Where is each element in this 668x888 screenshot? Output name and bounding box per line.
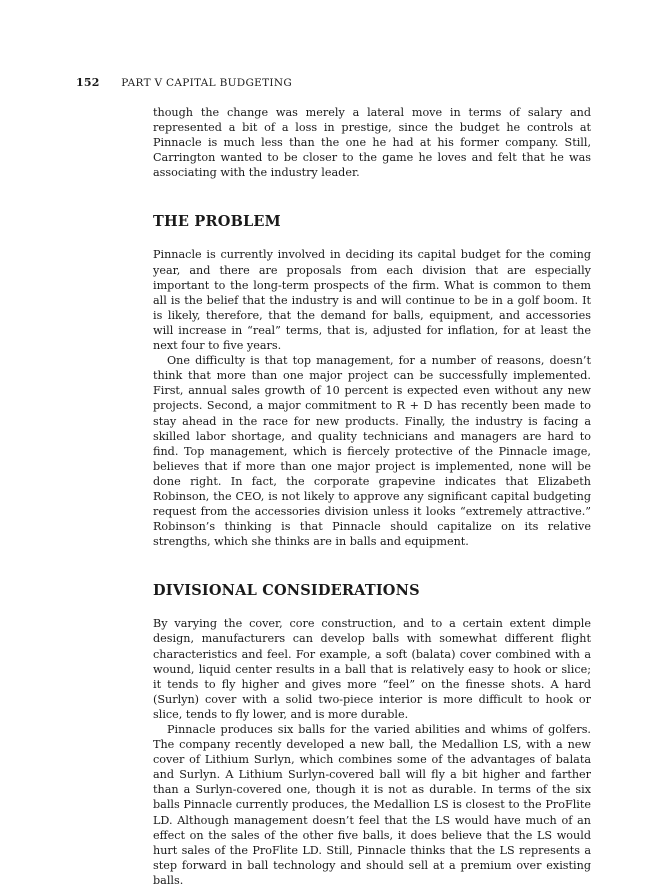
section-heading-divisional-considerations: DIVISIONAL CONSIDERATIONS	[153, 582, 420, 600]
running-head	[76, 76, 292, 89]
paragraph: One difficulty is that top management, for a number of reasons, doesn’t think that more than one major project can be successfully implemented. First, annual sales growth of 10 percent is expected even without any new projects. Second, a major commitment to R + D has recently been made to stay ahead in the race for new products. Finally, the industry is facing a skilled labor shortage, and quality technicians and managers are hard to find. Top management, which is fiercely protective of the Pinnacle image, believes that if more than one major project is implemented, none will be done right. In fact, the corporate grapevine indicates that Elizabeth Robinson, the CEO, is not likely to approve any significant capital budgeting request from the accessories division unless it looks “extremely attractive.” Robinson’s thinking is that Pinnacle should capitalize on its relative strengths, which she thinks are in balls and equipment.	[153, 354, 591, 549]
page-number: 152	[76, 76, 100, 89]
continuation-paragraph: though the change was merely a lateral move in terms of salary and represented a bit of a loss in prestige, since the budget he controls at Pinnacle is much less than the one he had at his former company. Still, Carrington wanted to be closer to the game he loves and felt that he was associating with the industry leader.	[153, 106, 591, 180]
section-heading-the-problem: THE PROBLEM	[153, 213, 281, 231]
part-title: PART V CAPITAL BUDGETING	[121, 77, 293, 89]
text-column	[153, 105, 591, 888]
paragraph: Pinnacle produces six balls for the varied abilities and whims of golfers. The company recently developed a new ball, the Medallion LS, with a new cover of Lithium Surlyn, which combines some of the advantages of balata and Surlyn. A Lithium Surlyn-covered ball will fly a bit higher and farther than a Surlyn-covered one, though it is not as durable. In terms of the six balls Pinnacle currently produces, the Medallion LS is closest to the ProFlite LD. Although management doesn’t feel that the LS would have much of an effect on the sales of the other five balls, it does believe that the LS would hurt sales of the ProFlite LD. Still, Pinnacle thinks that the LS represents a step forward in ball technology and should sell at a premium over existing balls.	[153, 723, 591, 887]
paragraph: Pinnacle is currently involved in deciding its capital budget for the coming year, and there are proposals from each division that are especially important to the long-term prospects of the firm. What is common to them all is the belief that the industry is and will continue to be in a golf boom. It is likely, therefore, that the demand for balls, equipment, and accessories will increase in “real” terms, that is, adjusted for inflation, for at least the next four to five years.	[153, 248, 591, 353]
paragraph: By varying the cover, core construction, and to a certain extent dimple design, manufacturers can develop balls with somewhat different flight characteristics and feel. For example, a soft (balata) cover combined with a wound, liquid center results in a ball that is relatively easy to hook or slice; it tends to fly higher and gives more “feel” on the finesse shots. A hard (Surlyn) cover with a solid two-piece interior is more difficult to hook or slice, tends to fly lower, and is more durable.	[153, 617, 591, 721]
